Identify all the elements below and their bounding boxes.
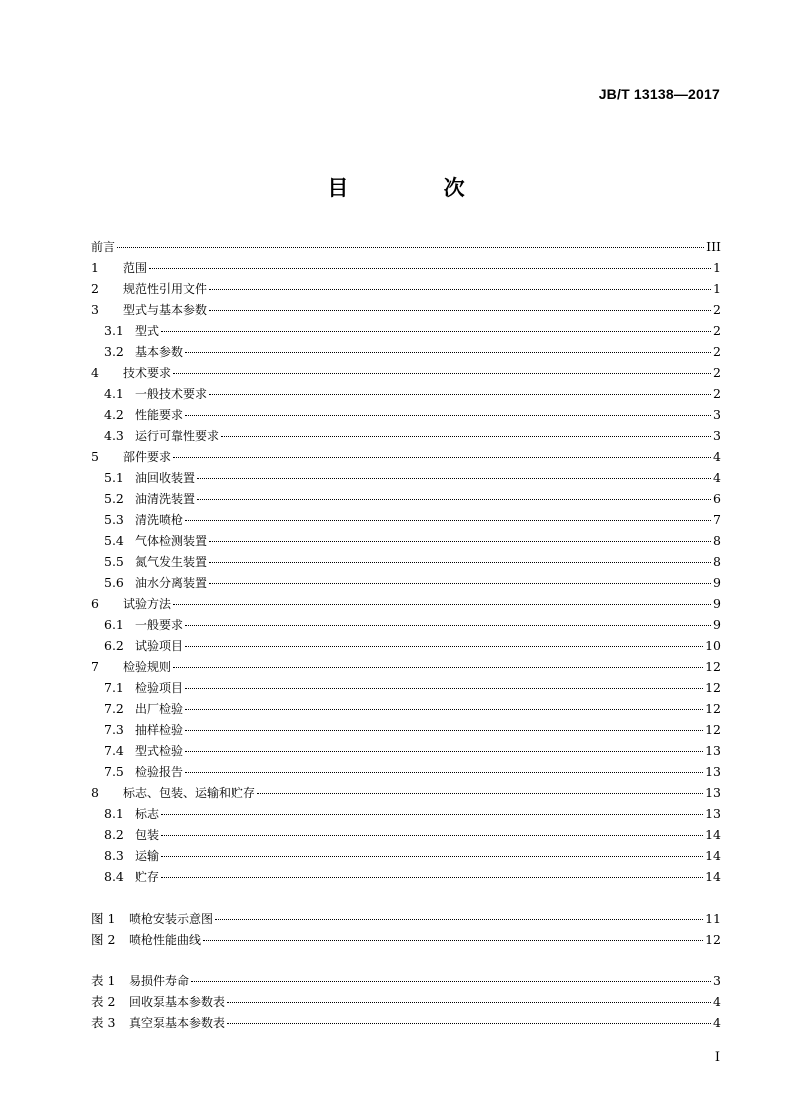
toc-entry-number: 4.3 (104, 428, 124, 443)
toc-entry-title: 标志、包装、运输和贮存 (123, 786, 256, 800)
toc-entry-title: 部件要求 (123, 450, 172, 464)
toc-entry[interactable] (91, 1012, 721, 1033)
toc-entry-title: 油回收装置 (135, 471, 196, 485)
toc-entry[interactable] (91, 719, 721, 740)
toc-entry-page: 2 (713, 302, 721, 317)
toc-entry[interactable] (91, 845, 721, 866)
toc-entry-title: 油清洗装置 (135, 492, 196, 506)
toc-entry-page: 9 (713, 596, 721, 611)
toc-entry-page: 13 (705, 743, 721, 758)
toc-entry-title: 标志 (135, 807, 160, 821)
toc-entry[interactable] (91, 614, 721, 635)
toc-entry-number: 8.2 (104, 827, 124, 842)
toc-entry[interactable] (91, 530, 721, 551)
toc-entry-number: 7.3 (104, 722, 124, 737)
toc-entry-page: 7 (713, 512, 721, 527)
toc-entry-title: 油水分离装置 (135, 576, 208, 590)
toc-entry-title: 喷枪安装示意图 (129, 912, 214, 926)
toc-entry[interactable] (91, 740, 721, 761)
toc-entry-number: 6.2 (104, 638, 124, 653)
toc-entry-page: 14 (705, 848, 721, 863)
toc-entry-title: 气体检测装置 (135, 534, 208, 548)
toc-entry-title: 型式 (135, 324, 160, 338)
toc-entry-page: 2 (713, 365, 721, 380)
toc-entry-page: 8 (713, 554, 721, 569)
dot-leader (209, 309, 711, 311)
toc-entry-title: 真空泵基本参数表 (129, 1016, 226, 1030)
toc-entry-page: 3 (713, 428, 721, 443)
toc-entry-title: 运输 (135, 849, 160, 863)
toc-entry[interactable] (91, 341, 721, 362)
toc-entry-number: 图 1 (91, 911, 116, 926)
toc-entry-number: 5.2 (104, 491, 124, 506)
dot-leader (209, 540, 711, 542)
toc-entry-number: 5 (91, 449, 99, 464)
toc-entry[interactable] (91, 425, 721, 446)
toc-entry-number: 7 (91, 659, 99, 674)
toc-entry[interactable] (91, 698, 721, 719)
dot-leader (185, 519, 711, 521)
toc-entry-number: 7.2 (104, 701, 124, 716)
toc-entry[interactable] (91, 824, 721, 845)
toc-entry-title: 一般要求 (135, 618, 184, 632)
toc-entry[interactable] (91, 908, 721, 929)
toc-entry-page: 9 (713, 575, 721, 590)
toc-entry-number: 7.4 (104, 743, 124, 758)
dot-leader (209, 288, 711, 290)
toc-entry-number: 表 2 (91, 994, 116, 1009)
toc-entry-number: 表 3 (91, 1015, 116, 1030)
toc-entry-page: 8 (713, 533, 721, 548)
toc-figure-list (91, 908, 721, 950)
dot-leader (221, 435, 711, 437)
toc-entry-title: 运行可靠性要求 (135, 429, 220, 443)
dot-leader (209, 561, 711, 563)
toc-entry-number: 8 (91, 785, 99, 800)
toc-entry-page: 13 (705, 764, 721, 779)
toc-entry[interactable] (91, 991, 721, 1012)
dot-leader (185, 771, 703, 773)
toc-entry-number: 6 (91, 596, 99, 611)
toc-entry[interactable] (91, 236, 721, 257)
toc-entry-title: 喷枪性能曲线 (129, 933, 202, 947)
dot-leader (185, 729, 703, 731)
toc-entry-title: 抽样检验 (135, 723, 184, 737)
toc-entry-title: 出厂检验 (135, 702, 184, 716)
toc-entry-number: 8.1 (104, 806, 124, 821)
dot-leader (191, 980, 711, 982)
dot-leader (185, 624, 711, 626)
toc-entry-number: 图 2 (91, 932, 116, 947)
dot-leader (173, 456, 711, 458)
toc-entry[interactable] (91, 803, 721, 824)
toc-entry-title: 试验方法 (123, 597, 172, 611)
toc-entry-title: 检验项目 (135, 681, 184, 695)
toc-entry-number: 4.2 (104, 407, 124, 422)
dot-leader (197, 477, 711, 479)
toc-entry-number: 3 (91, 302, 99, 317)
standard-code: JB/T 13138—2017 (598, 86, 720, 102)
dot-leader (215, 918, 703, 920)
toc-entry[interactable] (91, 866, 721, 887)
toc-entry-page: 1 (713, 260, 721, 275)
toc-entry-page: 12 (705, 659, 721, 674)
toc-entry[interactable] (91, 320, 721, 341)
toc-entry-title: 规范性引用文件 (123, 282, 208, 296)
toc-entry[interactable] (91, 467, 721, 488)
toc-entry-number: 2 (91, 281, 99, 296)
toc-entry-number: 表 1 (91, 973, 116, 988)
toc-entry-title: 清洗喷枪 (135, 513, 184, 527)
toc-entry[interactable] (91, 782, 721, 803)
toc-entry-title: 回收泵基本参数表 (129, 995, 226, 1009)
toc-entry-page: 12 (705, 680, 721, 695)
toc-entry-number: 5.5 (104, 554, 124, 569)
toc-entry-title: 试验项目 (135, 639, 184, 653)
dot-leader (161, 834, 703, 836)
toc-entry-page: 4 (713, 470, 721, 485)
toc-entry-page: 4 (713, 449, 721, 464)
dot-leader (149, 267, 711, 269)
toc-table-list (91, 970, 721, 1033)
toc-entry-number: 1 (91, 260, 99, 275)
toc-entry[interactable] (91, 761, 721, 782)
toc-entry-number: 4 (91, 365, 99, 380)
toc-entry[interactable] (91, 404, 721, 425)
toc-entry-page: 10 (705, 638, 721, 653)
toc-entry-page: III (706, 239, 721, 254)
dot-leader (185, 708, 703, 710)
toc-entry-page: 4 (713, 994, 721, 1009)
toc-entry-number: 4.1 (104, 386, 124, 401)
toc-entry-title: 型式与基本参数 (123, 303, 208, 317)
dot-leader (185, 645, 703, 647)
dot-leader (161, 876, 703, 878)
toc-entry-title: 一般技术要求 (135, 387, 208, 401)
toc-entry-page: 3 (713, 407, 721, 422)
dot-leader (161, 813, 703, 815)
dot-leader (227, 1022, 711, 1024)
toc-entry-title: 型式检验 (135, 744, 184, 758)
dot-leader (161, 855, 703, 857)
toc-entry-title: 贮存 (135, 870, 160, 884)
toc-entry-page: 2 (713, 386, 721, 401)
toc-entry-number: 8.3 (104, 848, 124, 863)
toc-entry-title: 性能要求 (135, 408, 184, 422)
toc-entry-page: 3 (713, 973, 721, 988)
toc-entry[interactable] (91, 635, 721, 656)
toc-entry[interactable] (91, 593, 721, 614)
toc-entry-page: 9 (713, 617, 721, 632)
toc-entry-title: 检验报告 (135, 765, 184, 779)
toc-entry-number: 8.4 (104, 869, 124, 884)
toc-entry-title: 包装 (135, 828, 160, 842)
toc-entry[interactable] (91, 488, 721, 509)
toc-entry-number: 7.1 (104, 680, 124, 695)
toc-entry-title: 技术要求 (123, 366, 172, 380)
toc-entry[interactable] (91, 677, 721, 698)
toc-entry-page: 2 (713, 344, 721, 359)
toc-entry[interactable] (91, 970, 721, 991)
toc-entry-page: 13 (705, 806, 721, 821)
toc-main-list (91, 236, 721, 887)
toc-entry-title: 范围 (123, 261, 148, 275)
toc-entry-page: 2 (713, 323, 721, 338)
toc-entry-page: 4 (713, 1015, 721, 1030)
dot-leader (173, 603, 711, 605)
toc-entry-page: 12 (705, 722, 721, 737)
toc-entry-page: 11 (705, 911, 721, 926)
dot-leader (203, 939, 703, 941)
toc-entry-number: 6.1 (104, 617, 124, 632)
toc-entry-page: 12 (705, 701, 721, 716)
toc-entry[interactable] (91, 572, 721, 593)
toc-entry-number: 5.1 (104, 470, 124, 485)
dot-leader (117, 246, 704, 248)
dot-leader (209, 582, 711, 584)
toc-entry-number: 3.2 (104, 344, 124, 359)
page-title: 目 次 (327, 176, 509, 200)
toc-entry[interactable] (91, 929, 721, 950)
toc-entry[interactable] (91, 509, 721, 530)
toc-entry[interactable] (91, 551, 721, 572)
dot-leader (185, 351, 711, 353)
dot-leader (257, 792, 703, 794)
dot-leader (173, 372, 711, 374)
toc-entry-title: 基本参数 (135, 345, 184, 359)
toc-entry-page: 14 (705, 827, 721, 842)
toc-entry-number: 3.1 (104, 323, 124, 338)
dot-leader (185, 687, 703, 689)
toc-entry-title: 前言 (91, 240, 116, 254)
toc-entry[interactable] (91, 299, 721, 320)
toc-entry[interactable] (91, 383, 721, 404)
dot-leader (209, 393, 711, 395)
toc-entry-number: 5.6 (104, 575, 124, 590)
toc-entry-page: 1 (713, 281, 721, 296)
dot-leader (173, 666, 703, 668)
toc-entry[interactable] (91, 257, 721, 278)
toc-entry-number: 5.3 (104, 512, 124, 527)
toc-entry-page: 6 (713, 491, 721, 506)
toc-entry-page: 12 (705, 932, 721, 947)
dot-leader (161, 330, 711, 332)
dot-leader (185, 750, 703, 752)
toc-entry-number: 5.4 (104, 533, 124, 548)
page-number: I (714, 1050, 720, 1065)
toc-entry[interactable] (91, 362, 721, 383)
toc-entry[interactable] (91, 278, 721, 299)
toc-entry-number: 7.5 (104, 764, 124, 779)
toc-entry-page: 14 (705, 869, 721, 884)
dot-leader (185, 414, 711, 416)
toc-entry-title: 检验规则 (123, 660, 172, 674)
toc-entry[interactable] (91, 446, 721, 467)
dot-leader (197, 498, 711, 500)
toc-entry-title: 易损件寿命 (129, 974, 190, 988)
toc-entry-title: 氮气发生装置 (135, 555, 208, 569)
dot-leader (227, 1001, 711, 1003)
toc-entry-page: 13 (705, 785, 721, 800)
toc-entry[interactable] (91, 656, 721, 677)
